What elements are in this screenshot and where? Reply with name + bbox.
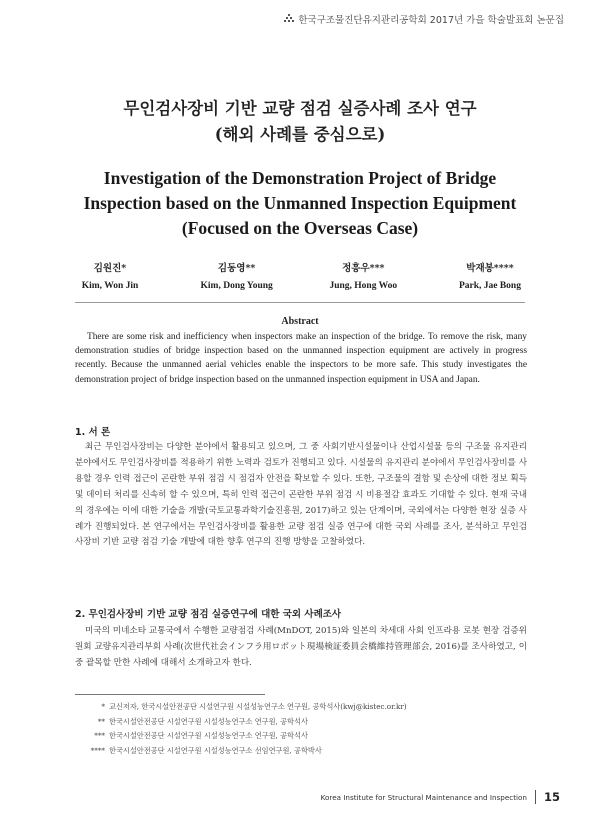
section-1-paragraph: 최근 무인검사장비는 다양한 분야에서 활용되고 있으며, 그 중 사회기반시설물이나 산업시설물 등의 구조물 유지관리 분야에서도 무인검사장비를 적용하기 위한 노력과 검토가 진행되고 있다. 시설물의 유지관리 분야에서 무인검사장비를 사용할 경우 인력 접근이 곤란한 부위 점검 시 점검자 안전을 확보할 수 있다. 또한, 구조물의 결함 및 손상에 대한 정보 획득 및 데이터 처리를 신속히 할 수 있으며, 특히 인력 접근이 곤란한 부위 점검 시 비용절감 효과도 기대할 수 있다. 현재 국내의 경우에는 이에 대한 기술을 개발(국토교통과학기술진흥원, 2017)하고 있는 단계이며, 국외에서는 다양한 현장 실증 사례가 진행되었다. 본 연구에서는 무인검사장비를 활용한 교량 점검 실증 연구에 대한 국외 사례를 조사, 분석하고 무인검사장비 기반 교량 점검 기술 개발에 대한 향후 연구의 진행 방향을 고찰하였다. bbox=[75, 442, 527, 548]
footnotes bbox=[75, 700, 515, 758]
author-list bbox=[50, 262, 550, 293]
running-header bbox=[284, 12, 564, 26]
abstract-heading: Abstract bbox=[281, 316, 319, 327]
section-2-paragraph: 미국의 미네소타 교통국에서 수행한 교량점검 사례(MnDOT, 2015)와 일본의 차세대 사회 인프라용 로봇 현장 검증위원회 교량유지관리부회 사례(次世代社会インフラ用ロボット現場検証委員会橋維持管理部会, 2016)를 조사하였고, 이 중 괄목할 만한 사례에 대해서 소개하고자 한다. bbox=[75, 626, 527, 668]
author-name-korean: 박재봉**** bbox=[466, 263, 514, 274]
section-2-body bbox=[75, 624, 527, 672]
title-english-line3: (Focused on the Overseas Case) bbox=[181, 218, 419, 238]
title-english-line1: Investigation of the Demonstration Project of Bridge bbox=[103, 168, 497, 188]
footnote-divider bbox=[75, 694, 265, 695]
footnote-text: 교신저자, 한국시설안전공단 시설연구원 시설성능연구소 연구원, 공학석사(kwj@kistec.or.kr) bbox=[109, 702, 407, 711]
author-name-english: Kim, Dong Young bbox=[200, 281, 273, 291]
author-4 bbox=[430, 262, 550, 293]
title-korean: 무인검사장비 기반 교량 점검 실증사례 조사 연구 bbox=[123, 99, 477, 118]
footnote-mark: * bbox=[101, 702, 105, 711]
footnote-mark: *** bbox=[94, 731, 105, 741]
footnote-mark: ** bbox=[97, 716, 105, 726]
title-english-line2: Inspection based on the Unmanned Inspection Equipment bbox=[83, 193, 517, 213]
page-footer bbox=[321, 790, 560, 804]
abstract-body bbox=[75, 330, 527, 387]
section-1-heading: 1. 서 론 bbox=[75, 427, 111, 438]
divider bbox=[75, 302, 525, 303]
footnote bbox=[75, 744, 515, 759]
footer-separator bbox=[535, 790, 536, 804]
flourish-icon bbox=[284, 14, 294, 24]
section-2-heading: 2. 무인검사장비 기반 교량 점검 실증연구에 대한 국외 사례조사 bbox=[75, 609, 342, 620]
section-1-body bbox=[75, 440, 527, 551]
author-name-english: Park, Jae Bong bbox=[458, 281, 521, 291]
footnote bbox=[75, 715, 515, 730]
author-1 bbox=[50, 262, 170, 293]
author-name-korean: 김동영** bbox=[217, 263, 256, 274]
footnote-text: 한국시설안전공단 시설연구원 시설성능연구소 연구원, 공학석사 bbox=[109, 731, 308, 741]
author-name-english: Kim, Won Jin bbox=[81, 281, 139, 291]
author-name-english: Jung, Hong Woo bbox=[329, 281, 398, 291]
page-number: 15 bbox=[543, 790, 560, 804]
author-3 bbox=[303, 262, 423, 293]
author-2 bbox=[177, 262, 297, 293]
header-text: 한국구조물진단유지관리공학회 2017년 가을 학술발표회 논문집 bbox=[298, 15, 564, 26]
footnote bbox=[75, 729, 515, 744]
footnote-mark: **** bbox=[90, 745, 105, 755]
footnote-text: 한국시설안전공단 시설연구원 시설성능연구소 선임연구원, 공학박사 bbox=[109, 745, 322, 755]
footer-institution: Korea Institute for Structural Maintenance and Inspection bbox=[320, 792, 527, 802]
footnote-text: 한국시설안전공단 시설연구원 시설성능연구소 연구원, 공학석사 bbox=[109, 716, 308, 726]
author-name-korean: 정흥우*** bbox=[342, 263, 385, 274]
abstract-paragraph: There are some risk and inefficiency when inspectors make an inspection of the bridge. To remove the risk, many demonstration studies of bridge inspection based on the unmanned inspection equipment are actively in progress recently. Because the unmanned aerial vehicles enable the inspectors to be more safe. This study investigates the demonstration project of bridge inspection based on the unmanned inspection equipment in USA and Japan. bbox=[75, 332, 527, 385]
title-korean-subtitle: (해외 사례를 중심으로) bbox=[214, 125, 386, 144]
author-name-korean: 김원진* bbox=[93, 263, 127, 274]
footnote bbox=[75, 700, 515, 715]
